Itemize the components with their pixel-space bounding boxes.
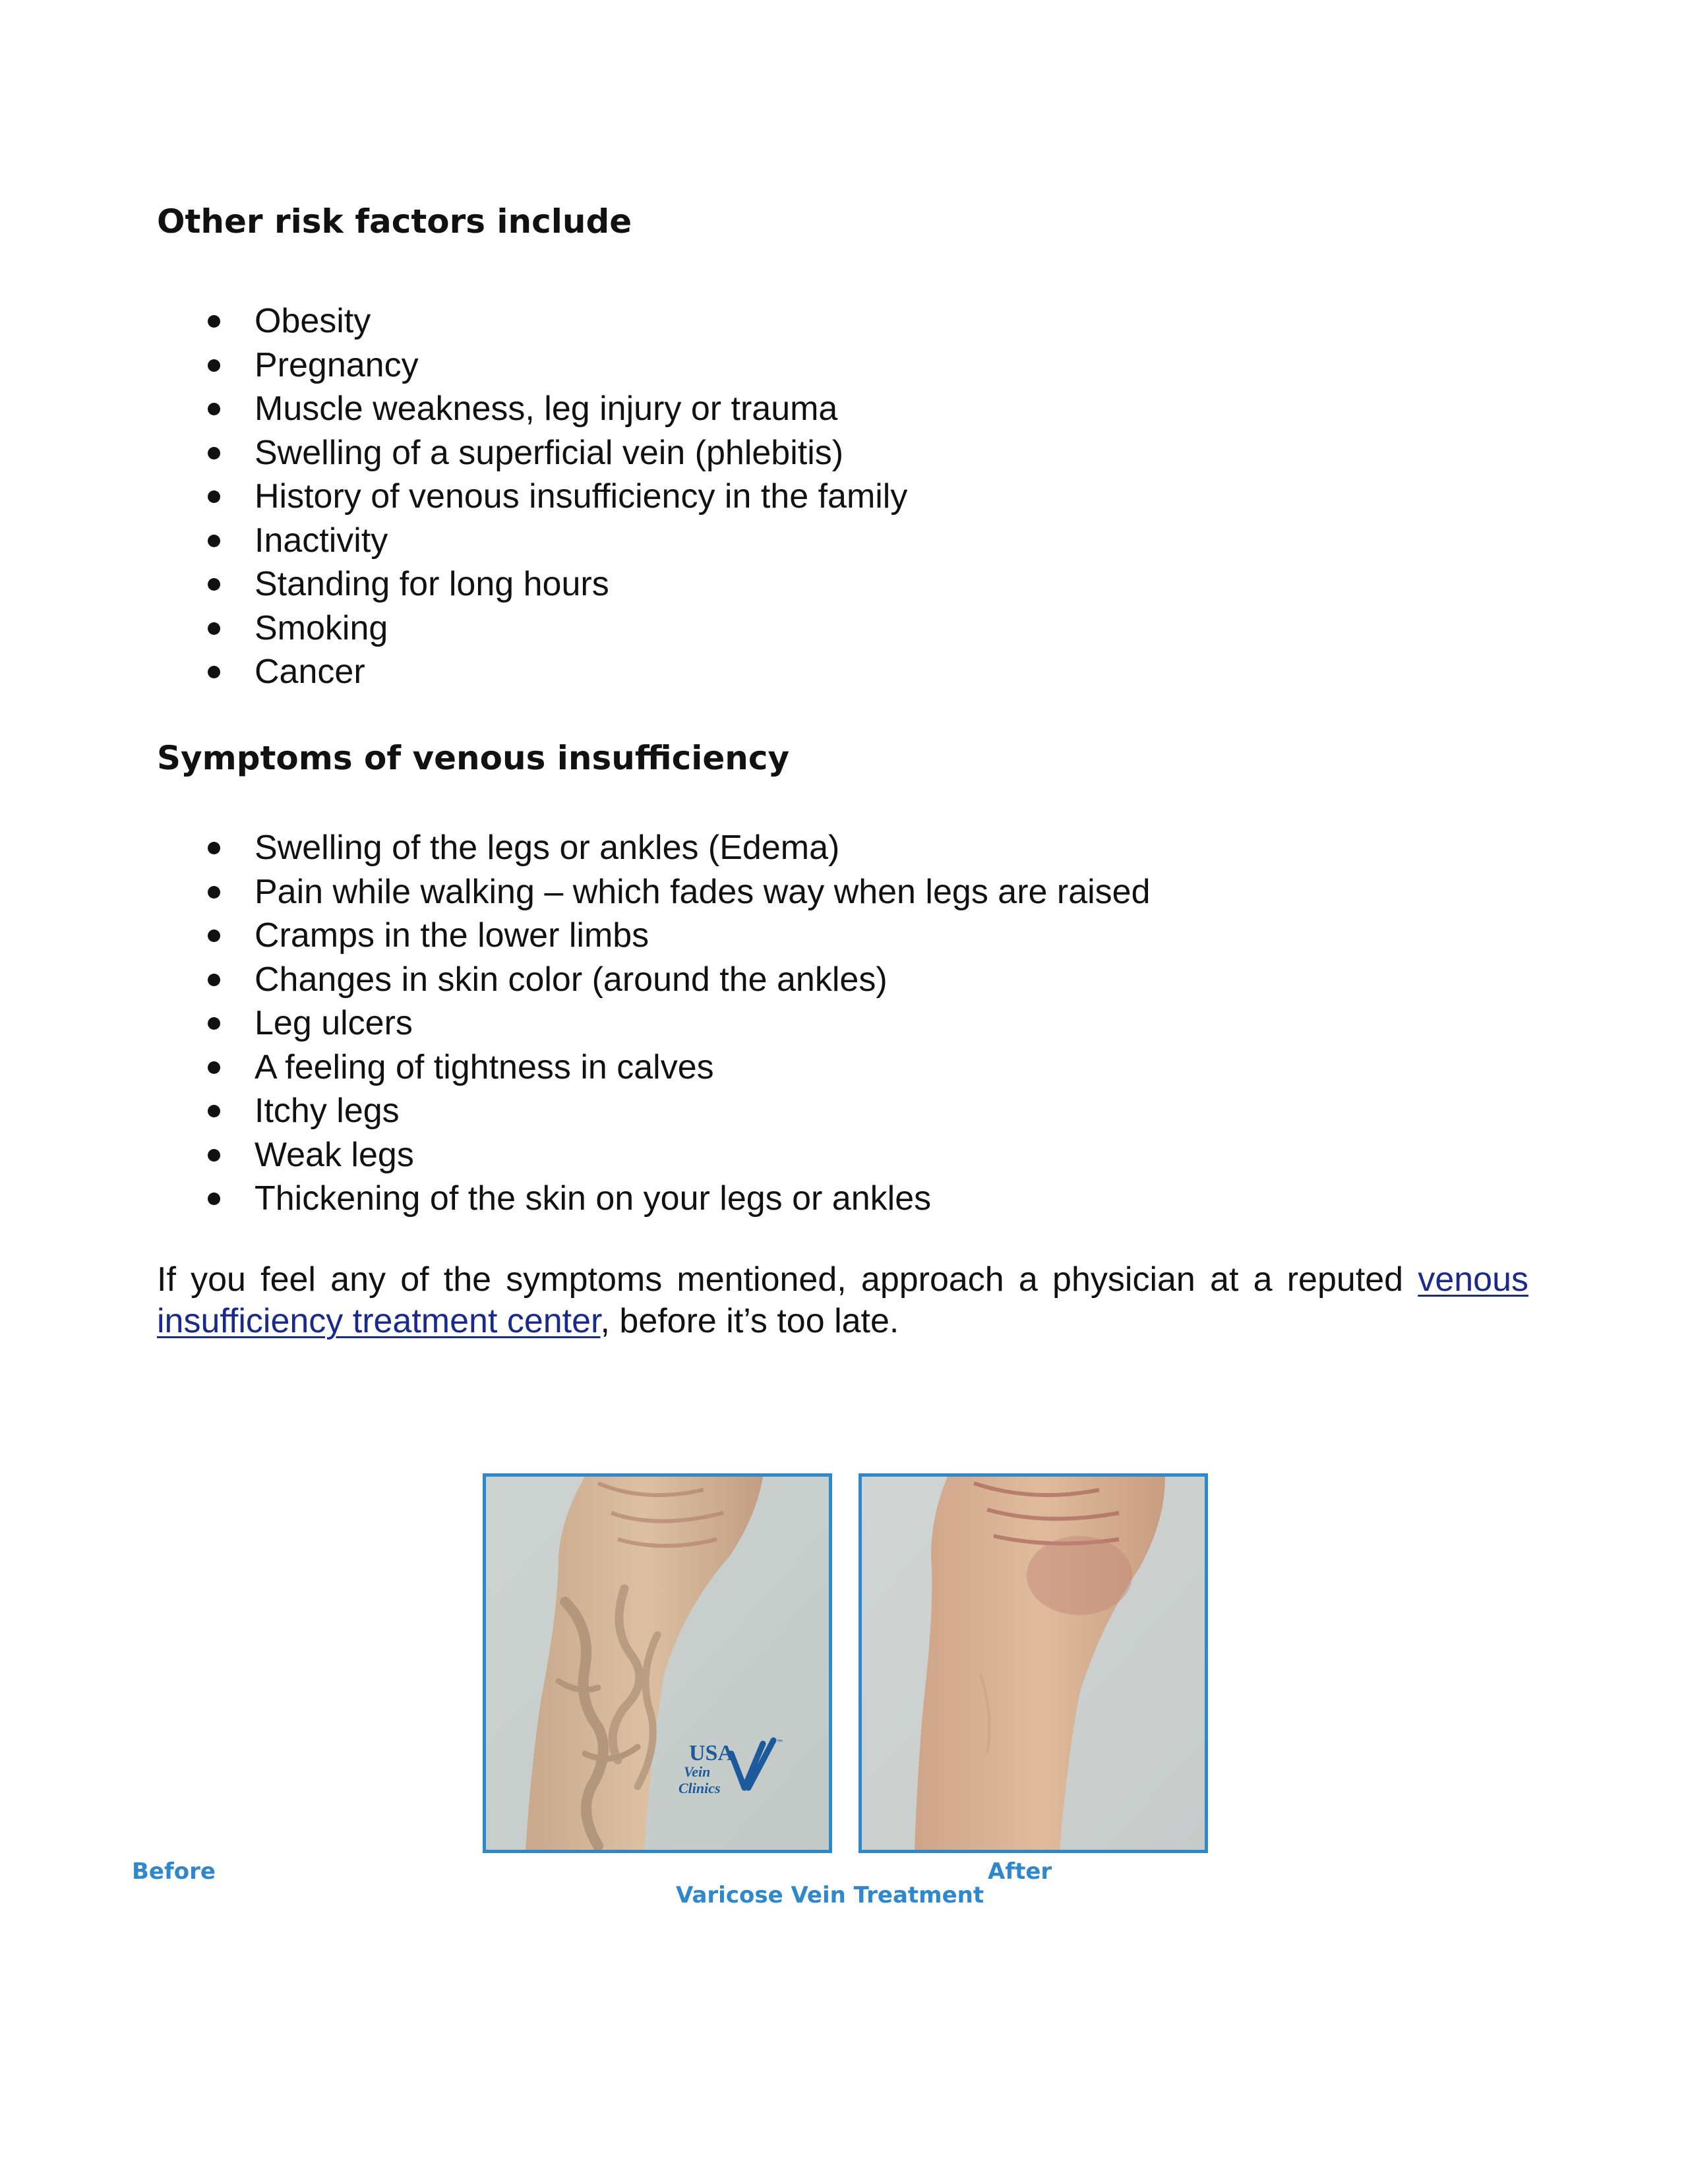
bullet-icon bbox=[208, 622, 220, 635]
bullet-icon bbox=[208, 535, 220, 547]
list-item: Muscle weakness, leg injury or trauma bbox=[157, 387, 1542, 431]
bullet-icon bbox=[208, 842, 220, 854]
bullet-icon bbox=[208, 974, 220, 986]
bullet-icon bbox=[208, 886, 220, 899]
symptoms-heading: Symptoms of venous insufficiency bbox=[157, 739, 790, 777]
list-item: Thickening of the skin on your legs or ankles bbox=[157, 1177, 1542, 1221]
bullet-icon bbox=[208, 403, 220, 415]
list-item: Inactivity bbox=[157, 519, 1542, 563]
bullet-icon bbox=[208, 447, 220, 459]
list-item: Changes in skin color (around the ankles) bbox=[157, 958, 1542, 1002]
before-caption: Before bbox=[132, 1858, 216, 1885]
svg-text:Vein: Vein bbox=[684, 1763, 711, 1780]
before-photo bbox=[483, 1473, 832, 1853]
list-item: Smoking bbox=[157, 606, 1542, 651]
treatment-center-link[interactable]: venous insufficiency treatment center bbox=[157, 1260, 1528, 1340]
list-item: Pain while walking – which fades way when legs are raised bbox=[157, 870, 1542, 914]
bullet-icon bbox=[208, 578, 220, 591]
list-item: Obesity bbox=[157, 299, 1542, 343]
after-caption: After bbox=[988, 1858, 1052, 1885]
list-item: Swelling of the legs or ankles (Edema) bbox=[157, 826, 1542, 870]
bullet-icon bbox=[208, 315, 220, 328]
list-item: Cancer bbox=[157, 650, 1542, 694]
list-item: Leg ulcers bbox=[157, 1001, 1542, 1046]
bullet-icon bbox=[208, 490, 220, 503]
svg-text:™: ™ bbox=[776, 1738, 784, 1748]
figure-title: Varicose Vein Treatment bbox=[676, 1882, 984, 1908]
risk-factors-heading: Other risk factors include bbox=[157, 202, 632, 241]
advice-paragraph: If you feel any of the symptoms mentioned, approach a physician at a reputed venous insufficiency treatment center, before it’s too late. bbox=[157, 1260, 1528, 1340]
list-item: A feeling of tightness in calves bbox=[157, 1046, 1542, 1090]
list-item: Standing for long hours bbox=[157, 562, 1542, 606]
after-photo bbox=[859, 1473, 1208, 1853]
bullet-icon bbox=[208, 930, 220, 942]
list-item: History of venous insufficiency in the family bbox=[157, 475, 1542, 519]
bullet-icon bbox=[208, 1149, 220, 1162]
symptoms-list bbox=[157, 826, 1542, 1221]
bullet-icon bbox=[208, 1017, 220, 1030]
list-item: Cramps in the lower limbs bbox=[157, 914, 1542, 958]
bullet-icon bbox=[208, 359, 220, 372]
list-item: Pregnancy bbox=[157, 343, 1542, 388]
leg-before-image bbox=[486, 1477, 829, 1850]
before-after-figure bbox=[481, 1473, 1213, 1915]
list-item: Weak legs bbox=[157, 1133, 1542, 1177]
svg-text:Clinics: Clinics bbox=[678, 1780, 721, 1796]
bullet-icon bbox=[208, 666, 220, 678]
leg-after-image bbox=[862, 1477, 1205, 1850]
bullet-icon bbox=[208, 1193, 220, 1205]
list-item: Itchy legs bbox=[157, 1089, 1542, 1133]
list-item: Swelling of a superficial vein (phlebitis) bbox=[157, 431, 1542, 475]
risk-factors-list bbox=[157, 299, 1542, 694]
bullet-icon bbox=[208, 1061, 220, 1074]
svg-text:USA: USA bbox=[689, 1741, 735, 1765]
bullet-icon bbox=[208, 1105, 220, 1117]
